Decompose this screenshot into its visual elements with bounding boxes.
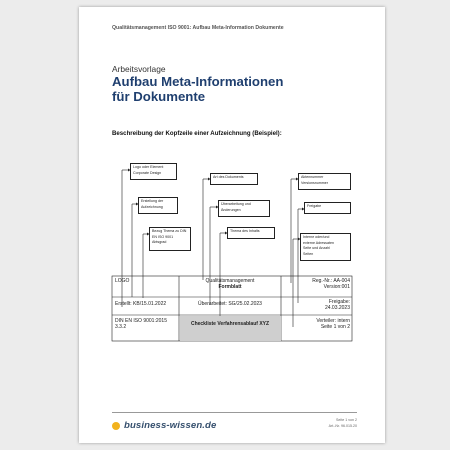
table-cell-logo: LOGO — [115, 278, 130, 284]
callout-logo: Logo oder Element Corporate Design — [130, 163, 177, 180]
brand-logo — [112, 420, 216, 431]
section-heading: Beschreibung der Kopfzeile einer Aufzeichnung (Beispiel): — [112, 130, 282, 137]
callout-thema: Thema des Inhalts — [227, 227, 275, 239]
callout-erstellung: Erstellung der Aufzeichnung — [138, 197, 178, 214]
callout-verteiler: Interne oder/und externe Adressaten Seite und Anzahl Seiten — [300, 233, 351, 261]
running-header: Qualitätsmanagement ISO 9001: Aufbau Meta-Information Dokumente — [112, 25, 284, 31]
document-page — [79, 7, 385, 443]
title-line-2: für Dokumente — [112, 89, 206, 104]
title-line-1: Aufbau Meta-Informationen — [112, 74, 284, 89]
header-table-grid — [79, 7, 385, 443]
footer-page-number: Seite 1 von 2 — [336, 418, 357, 422]
document-subtitle: Arbeitsvorlage — [112, 64, 166, 74]
table-cell-ueberarbeitet: Überarbeitet: SG/25.02.2023 — [198, 301, 262, 307]
callout-bezug: Bezug Thema zu DIN EN ISO 9001 Abtsgrad — [149, 227, 191, 251]
footer-divider — [112, 412, 357, 413]
callout-art: Art des Dokuments — [210, 173, 258, 185]
table-cell-regnr: Reg.-Nr.: AA-004 Version:001 — [312, 278, 350, 291]
brand-name: business-wissen.de — [124, 420, 217, 431]
table-cell-verteiler: Verteiler: intern Seite 1 von 2 — [316, 318, 350, 331]
table-cell-freigabe: Freigabe: 24.03.2023 — [324, 299, 350, 312]
table-cell-checkliste: Checkliste Verfahrensablauf XYZ — [190, 321, 270, 327]
callout-akte: Aktennummer Versionsnummer — [298, 173, 351, 190]
callout-freigabe: Freigabe — [304, 202, 351, 214]
footer-article-number: Art.-Nr. 96.015.20 — [328, 424, 357, 428]
brand-dot-icon — [112, 422, 120, 430]
table-cell-erstellt: Erstellt: KB/15.01.2022 — [115, 301, 167, 307]
callout-ueberarbeitung: Überarbeitung und Änderungen — [218, 200, 270, 217]
table-cell-qm: Qualitätsmanagement Formblatt — [205, 278, 255, 291]
table-cell-din: DIN EN ISO 9001:2015 3.3.2 — [115, 318, 167, 331]
